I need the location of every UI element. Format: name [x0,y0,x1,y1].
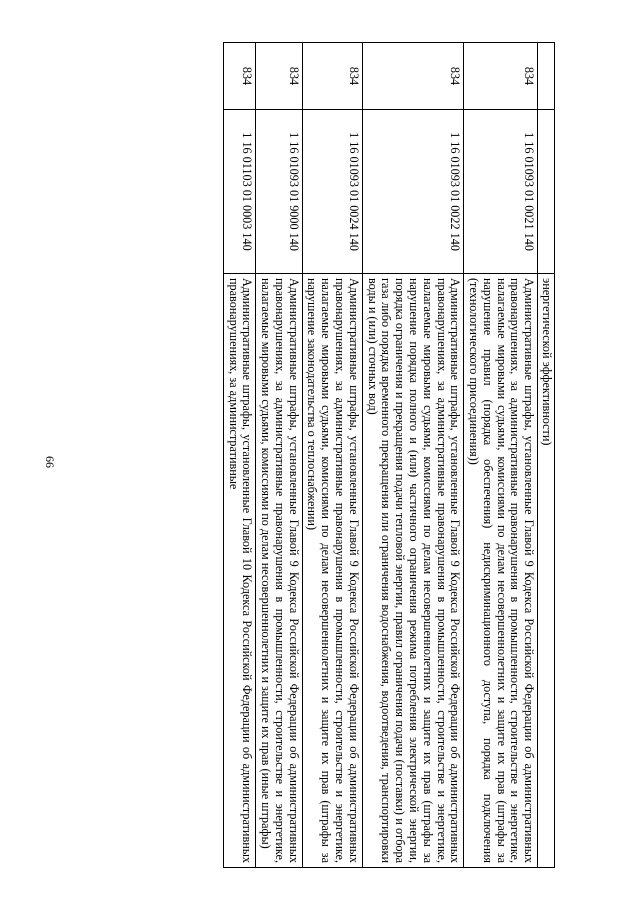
page-number: 66 [43,456,57,468]
admin-code-cell: 834 [256,43,302,110]
budget-code-cell: 1 16 01093 01 9000 140 [256,110,302,274]
table-row [362,43,463,868]
budget-code-cell: 1 16 01093 01 0022 140 [362,110,463,274]
description-cell: Административные штрафы, установленные Главой 9 Кодекса Российской Федерации об административных правонарушениях, за административные правонарушения в промышленности, строительстве и энергетике, налагаемые мировыми судьями, комиссиями по делам несовершеннолетних и защите их прав (штрафы за нарушение правил (порядка обеспечения) недискриминационного доступа, порядка подключения (технологического присоединения)) [464,274,538,868]
admin-code-cell: 834 [362,43,463,110]
admin-code-cell: 834 [223,43,256,110]
budget-codes-table [223,42,555,868]
description-cell: Административные штрафы, установленные Главой 9 Кодекса Российской Федерации об административных правонарушениях, за административные правонарушения в промышленности, строительстве и энергетике, налагаемые мировыми судьями, комиссиями по делам несовершеннолетних и защите их прав (иные штрафы) [256,274,302,868]
admin-code-cell [538,43,555,110]
budget-code-cell: 1 16 01103 01 0003 140 [223,110,256,274]
admin-code-cell: 834 [464,43,538,110]
description-cell: Административные штрафы, установленные Главой 9 Кодекса Российской Федерации об административных правонарушениях, за административные правонарушения в промышленности, строительстве и энергетике, налагаемые мировыми судьями, комиссиями по делам несовершеннолетних и защите их прав (штрафы за нарушение законодательства о теплоснабжении) [302,274,362,868]
budget-code-cell: 1 16 01093 01 0024 140 [302,110,362,274]
table-row [256,43,302,868]
budget-code-cell: 1 16 01093 01 0021 140 [464,110,538,274]
description-cell: Административные штрафы, установленные Главой 9 Кодекса Российской Федерации об административных правонарушениях, за административные правонарушения в промышленности, строительстве и энергетике, налагаемые мировыми судьями, комиссиями по делам несовершеннолетних и защите их прав (штрафы за нарушение порядка полного и (или) частичного ограничения режима потребления электрической энергии, порядка ограничения и прекращения подачи тепловой энергии, правил ограничения подачи (поставки) и отбора газа либо порядка временного прекращения или ограничения водоснабжения, водоотведения, транспортировки воды и (или) сточных вод) [362,274,463,868]
table-row [302,43,362,868]
table-row [223,43,256,868]
table-row [464,43,538,868]
description-cell: Административные штрафы, установленные Главой 10 Кодекса Российской Федерации об административных правонарушениях, за административные [223,274,256,868]
description-cell: энергетической эффективности) [538,274,555,868]
admin-code-cell: 834 [302,43,362,110]
table-row [538,43,555,868]
budget-code-cell [538,110,555,274]
